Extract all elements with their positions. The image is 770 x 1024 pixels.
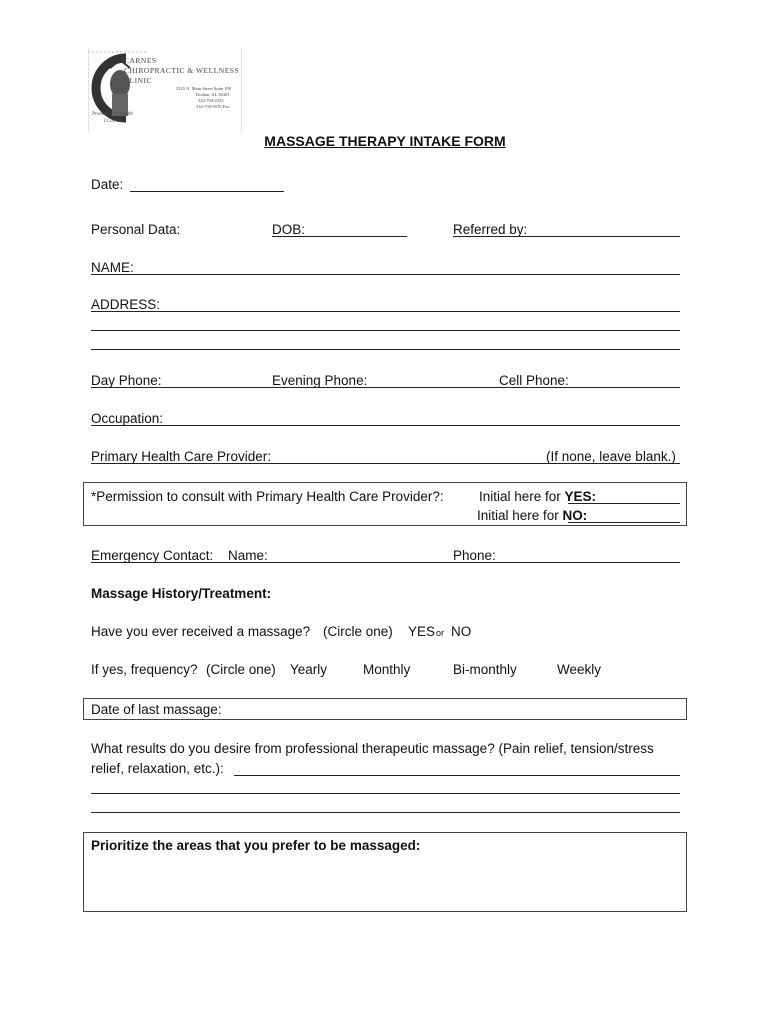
date-field[interactable]	[130, 191, 284, 192]
results-field-line3[interactable]	[91, 812, 680, 813]
phone-fields[interactable]	[91, 387, 680, 388]
logo-name-line1: CARNES	[124, 56, 157, 65]
logo-tagline-2: I Can Do	[104, 119, 123, 124]
permission-text: *Permission to consult with Primary Health Care Provider?:	[91, 489, 444, 504]
results-question-line1: What results do you desire from professional therapeutic massage? (Pain relief, tension/stress	[91, 741, 654, 756]
referred-by-field[interactable]	[453, 236, 680, 237]
occupation-label: Occupation:	[91, 411, 164, 426]
evening-phone-label: Evening Phone:	[272, 373, 368, 388]
logo-tagline-1: Promoters of Health	[92, 112, 133, 117]
frequency-question: If yes, frequency?	[91, 662, 198, 677]
occupation-field[interactable]	[91, 425, 680, 426]
cell-phone-label: Cell Phone:	[499, 373, 569, 388]
received-question: Have you ever received a massage?	[91, 624, 311, 639]
provider-label: Primary Health Care Provider:	[91, 449, 272, 464]
emergency-contact-label: Emergency Contact:	[91, 548, 214, 563]
freq-option-bimonthly[interactable]: Bi-monthly	[453, 662, 517, 677]
logo-name-line2: CHIROPRACTIC & WELLNESS	[124, 66, 240, 75]
day-phone-label: Day Phone:	[91, 373, 162, 388]
results-question-line2: relief, relaxation, etc.):	[91, 761, 224, 776]
form-title: MASSAGE THERAPY INTAKE FORM	[264, 133, 506, 149]
history-heading: Massage History/Treatment:	[91, 586, 272, 601]
provider-field[interactable]	[91, 463, 680, 464]
prioritize-label: Prioritize the areas that you prefer to be massaged:	[91, 838, 421, 853]
logo-address-1: 2325 N. Main Street Suite 109	[176, 86, 231, 91]
name-field[interactable]	[91, 274, 680, 275]
results-field-line1[interactable]	[234, 775, 680, 776]
referred-by-label: Referred by:	[453, 222, 528, 237]
name-label: NAME:	[91, 260, 134, 275]
results-field-line2[interactable]	[91, 793, 680, 794]
provider-note: (If none, leave blank.)	[546, 449, 676, 464]
last-massage-label: Date of last massage:	[91, 702, 222, 717]
logo-address-3: 334-794-2253	[198, 98, 224, 103]
initial-yes-field[interactable]	[568, 503, 680, 504]
emergency-contact-field[interactable]	[91, 562, 680, 563]
emergency-name-label: Name:	[228, 548, 268, 563]
received-no-option[interactable]: NO	[451, 624, 472, 639]
dob-field[interactable]	[272, 236, 407, 237]
freq-option-weekly[interactable]: Weekly	[557, 662, 602, 677]
initial-no-prefix: Initial here for	[477, 508, 563, 523]
date-label: Date:	[91, 177, 124, 192]
address-field-line2[interactable]	[91, 330, 680, 331]
initial-yes-prefix: Initial here for	[479, 489, 565, 504]
address-label: ADDRESS:	[91, 297, 161, 312]
clinic-logo	[88, 48, 243, 132]
personal-data-label: Personal Data:	[91, 222, 181, 237]
logo-name-line3: CLINIC	[124, 76, 152, 85]
freq-option-yearly[interactable]: Yearly	[290, 662, 328, 677]
address-field-line1[interactable]	[91, 311, 680, 312]
received-circle-one: (Circle one)	[323, 624, 393, 639]
address-field-line3[interactable]	[91, 349, 680, 350]
logo-address-4: 334-794-9570 Fax	[196, 104, 230, 109]
dob-label: DOB:	[272, 222, 306, 237]
received-or: or	[436, 628, 445, 638]
initial-yes-word: YES:	[564, 489, 597, 504]
freq-option-monthly[interactable]: Monthly	[363, 662, 411, 677]
emergency-phone-label: Phone:	[453, 548, 496, 563]
initial-no-word: NO:	[562, 508, 588, 523]
logo-address-2: Dothan, AL 36301	[196, 92, 230, 97]
frequency-circle-one: (Circle one)	[206, 662, 276, 677]
received-yes-option[interactable]: YES	[408, 624, 436, 639]
initial-no-field[interactable]	[568, 522, 680, 523]
